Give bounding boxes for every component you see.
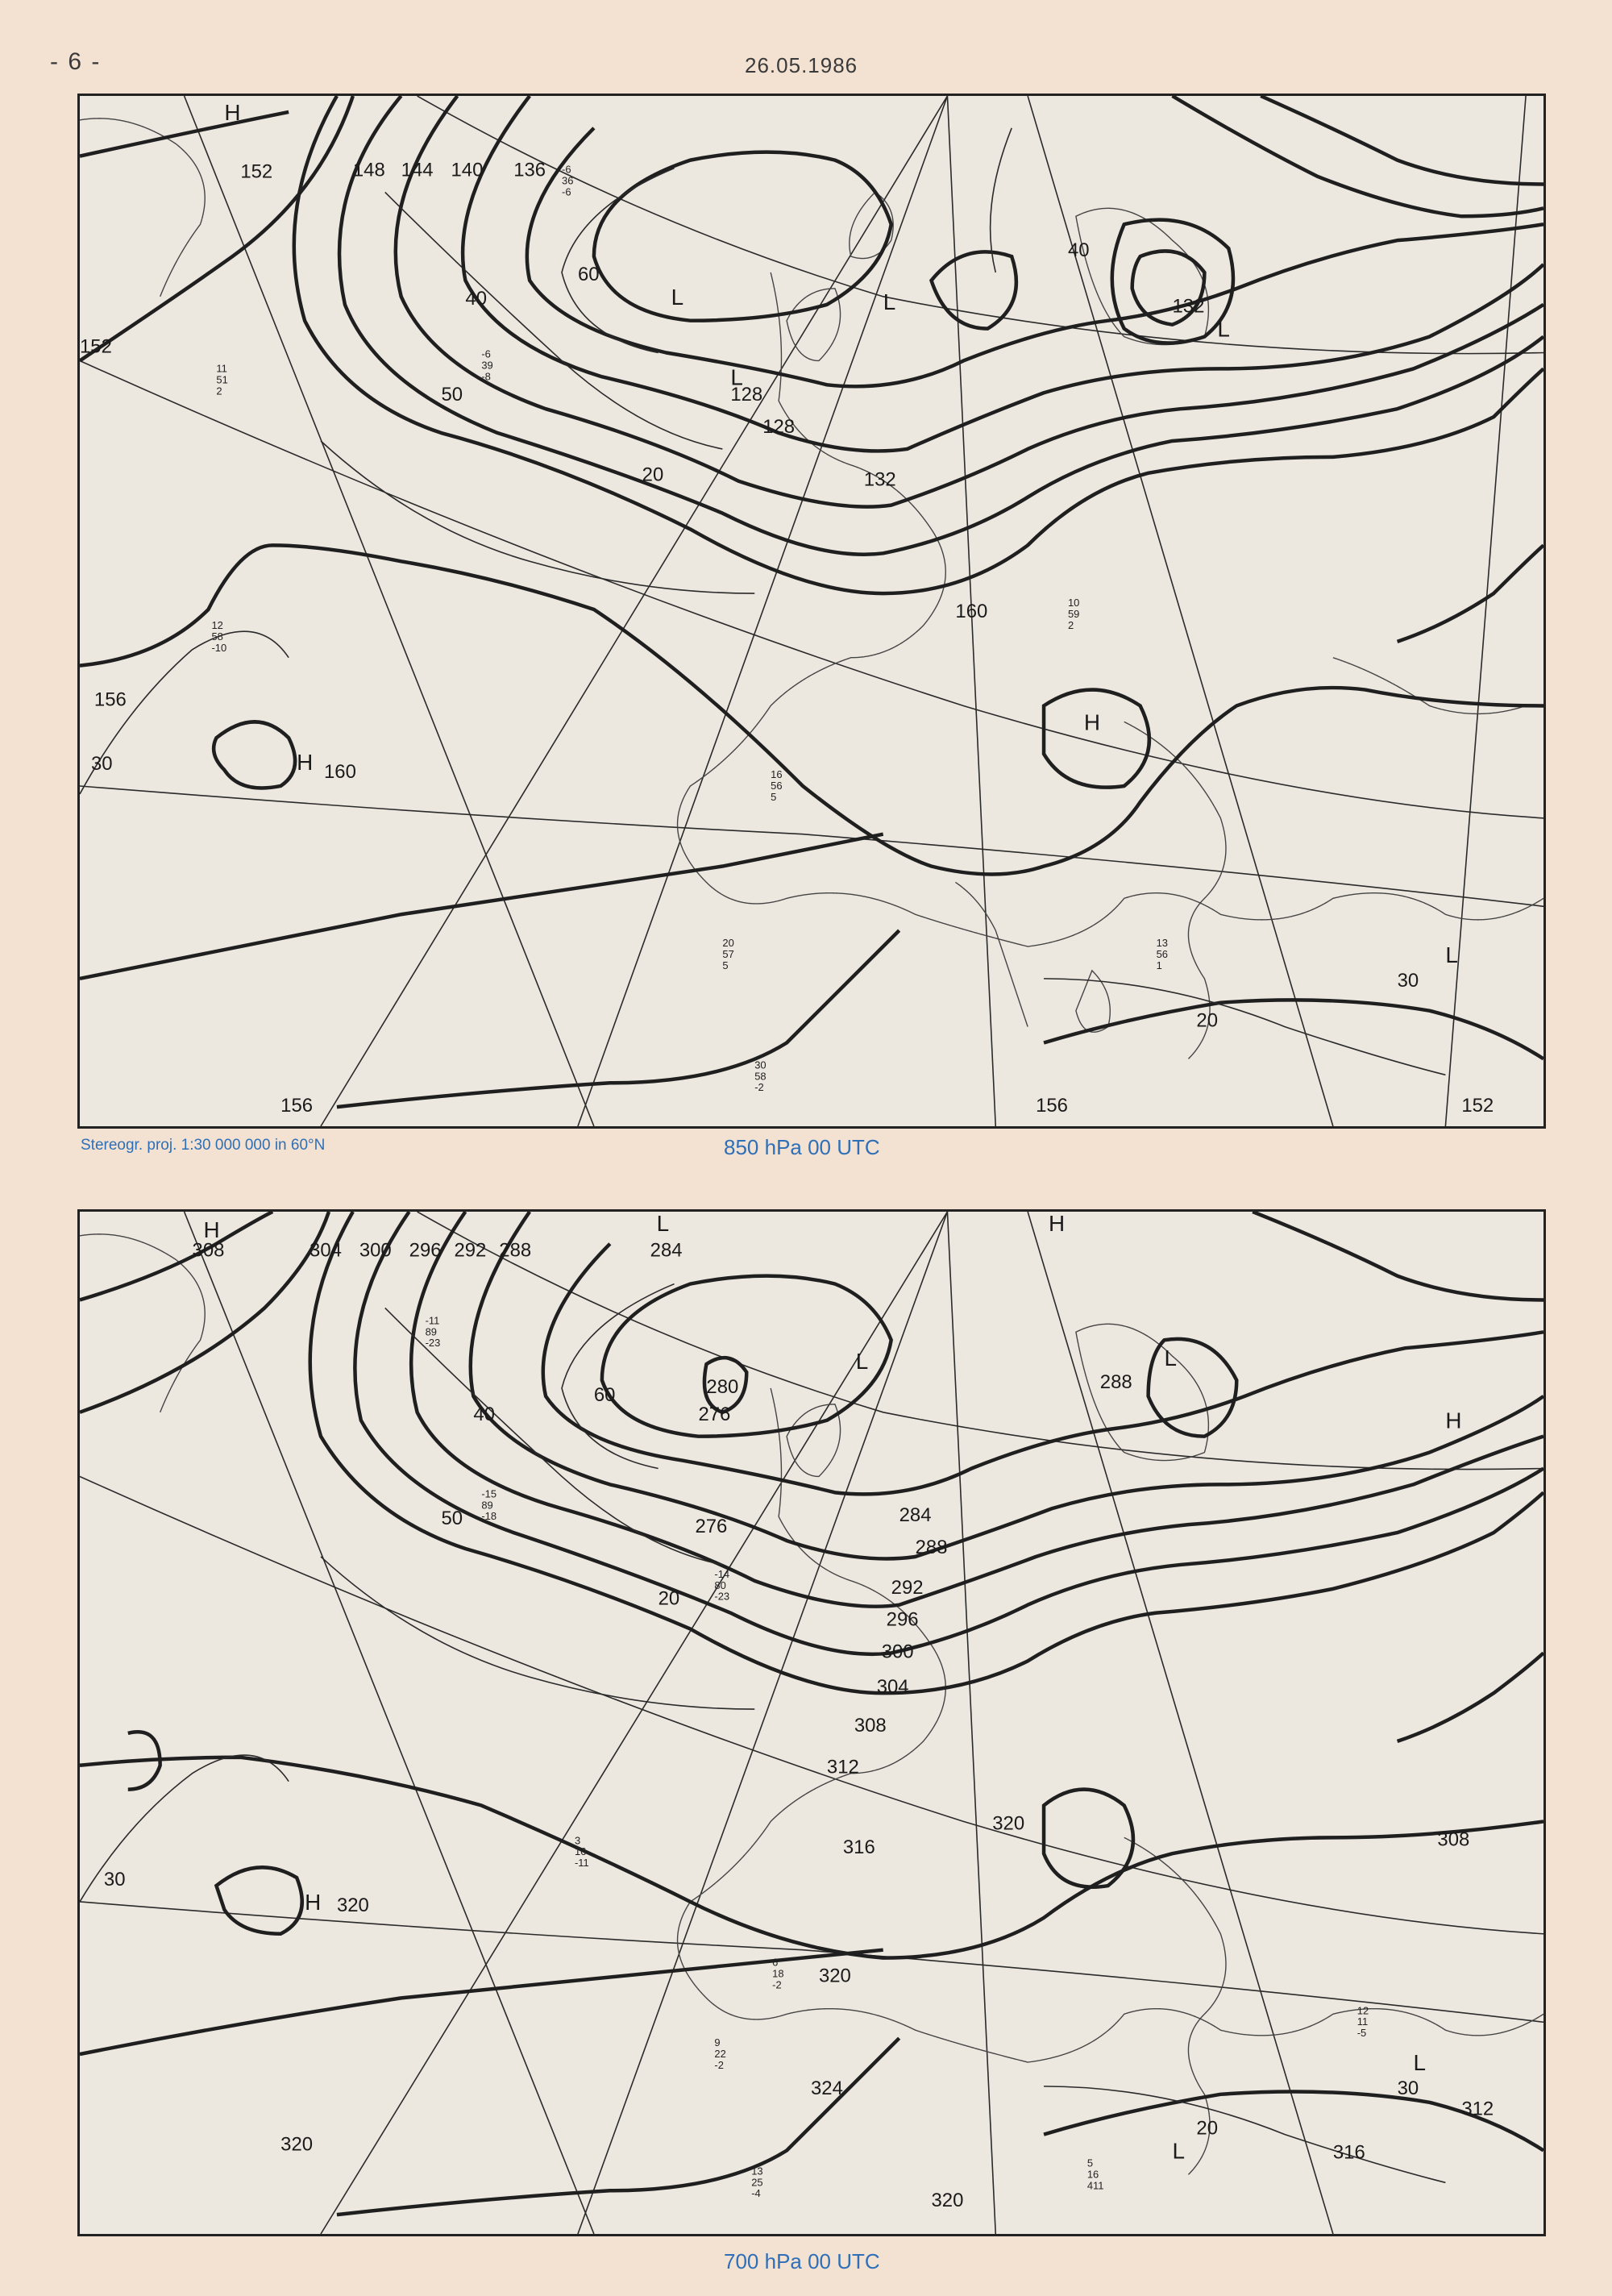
contour-label: 312 (826, 1756, 859, 1778)
contour-label: 156 (1036, 1095, 1068, 1117)
contour-label: 296 (886, 1608, 919, 1631)
contour-label: 160 (955, 600, 988, 622)
station-dew: 22 (714, 2048, 726, 2061)
contour-label: 152 (240, 160, 273, 183)
pressure-center: L (1217, 316, 1230, 342)
page-date: 26.05.1986 (745, 53, 858, 77)
station-dew: 56 (771, 779, 783, 792)
station-temp: 13 (1156, 937, 1168, 950)
pressure-center: L (671, 284, 684, 310)
station-temp: 5 (1086, 2157, 1094, 2169)
pressure-center: H (305, 1889, 322, 1915)
contour-label: 284 (650, 1239, 683, 1262)
map-caption-700: 700 hPa 00 UTC (724, 2249, 880, 2273)
projection-note: Stereogr. proj. 1:30 000 000 in 60°N (81, 1137, 326, 1154)
station-x: -4 (751, 2187, 761, 2200)
contour-label: 300 (881, 1641, 914, 1663)
pressure-center: L (1413, 2049, 1427, 2075)
contour-label: 304 (876, 1676, 909, 1699)
station-x: 5 (722, 959, 729, 971)
contour-label: 304 (310, 1239, 342, 1262)
station-dew: 39 (481, 359, 493, 372)
station-dew: 59 (1067, 607, 1080, 620)
station-temp: 12 (1356, 2004, 1369, 2017)
contour-label: 316 (842, 1836, 875, 1859)
pressure-center: L (1445, 942, 1458, 967)
contour-label: 300 (359, 1239, 392, 1262)
center-value: 160 (323, 761, 356, 784)
pressure-center: H (224, 99, 241, 125)
station-temp: 6 (772, 1956, 779, 1969)
station-temp: 30 (754, 1059, 767, 1071)
pressure-center: L (1172, 2138, 1186, 2164)
station-x: 1 (1156, 959, 1162, 971)
contour-label: 288 (499, 1239, 532, 1262)
station-x: 2 (216, 385, 222, 397)
graticule (80, 96, 1543, 1126)
station-dew: 58 (211, 630, 223, 643)
map1-labels (80, 100, 1494, 1117)
pressure-center: H (297, 750, 314, 776)
contour-label: 136 (513, 159, 546, 181)
contour-label: 292 (454, 1239, 487, 1262)
station-x: -2 (772, 1978, 782, 1991)
isotherm-label: 50 (441, 384, 463, 406)
station-x: -5 (1356, 2027, 1367, 2040)
isotherm-label: 40 (465, 287, 488, 310)
contour-label: 320 (280, 2133, 314, 2156)
contour-label: 324 (811, 2077, 843, 2099)
station-x: -23 (425, 1337, 441, 1350)
center-value: 320 (336, 1894, 369, 1916)
pressure-center: L (855, 1349, 869, 1375)
contour-label: 320 (818, 1965, 851, 1987)
station-temp: 9 (714, 2036, 721, 2049)
contour-label: 308 (192, 1239, 225, 1262)
station-temp: -15 (481, 1487, 497, 1500)
station-dew: 16 (574, 1845, 587, 1858)
isotherm-label: 30 (1397, 2077, 1419, 2099)
contour-label: 320 (931, 2190, 964, 2212)
station-temp: -14 (714, 1567, 730, 1580)
station-x: 2 (1067, 618, 1074, 631)
station-dew: 36 (562, 174, 574, 187)
isotherm-label: 20 (642, 464, 664, 486)
station-dew: 18 (772, 1967, 784, 1980)
contour-label: 140 (451, 159, 484, 181)
station-x: -2 (754, 1081, 764, 1094)
isotherm-label: 60 (577, 263, 600, 285)
contour-label: 296 (409, 1239, 442, 1262)
map-850hpa-chart (80, 96, 1543, 1126)
station-temp: -6 (562, 163, 571, 176)
station-x: -10 (211, 641, 227, 654)
map2-labels (104, 1212, 1494, 2211)
contour-label: 312 (1461, 2098, 1494, 2120)
pressure-center: H (1445, 1408, 1462, 1433)
station-temp: 12 (211, 618, 223, 631)
center-value: 128 (762, 416, 796, 439)
station-dew: 16 (1086, 2168, 1099, 2181)
station-x: 5 (771, 790, 777, 803)
station-plots (426, 1314, 1369, 2199)
contour-label: 284 (899, 1504, 932, 1527)
isotherm-label: 40 (473, 1403, 495, 1425)
pressure-center: H (203, 1217, 220, 1242)
station-dew: 58 (754, 1070, 767, 1083)
pressure-center: H (1083, 709, 1101, 735)
station-x: -6 (562, 185, 571, 198)
pressure-center: L (730, 364, 743, 390)
coastlines (80, 1234, 1543, 2174)
station-x: -23 (714, 1590, 730, 1603)
contour-label: 152 (80, 335, 112, 358)
isotherm-label: 40 (1067, 239, 1090, 262)
map-700hpa (77, 1209, 1546, 2236)
map-850hpa (77, 94, 1546, 1129)
contour-label: 276 (695, 1516, 728, 1538)
pressure-center: H (1049, 1212, 1066, 1236)
contour-label: 144 (401, 159, 434, 181)
contour-label: 128 (730, 384, 763, 406)
station-temp: 20 (722, 937, 734, 950)
isotherm-label: 20 (1196, 1009, 1219, 1032)
center-value: 320 (992, 1812, 1025, 1835)
page-number: - 6 - (50, 48, 102, 75)
map-caption-850: 850 hPa 00 UTC (724, 1135, 880, 1159)
pressure-center: L (656, 1212, 670, 1236)
station-dew: 11 (1356, 2015, 1369, 2028)
station-temp: -11 (425, 1314, 440, 1327)
contour-label: 316 (1332, 2141, 1365, 2164)
station-temp: -6 (481, 347, 491, 360)
center-value: 288 (1099, 1371, 1132, 1393)
center-value: 132 (1172, 295, 1205, 318)
station-temp: 10 (1067, 597, 1080, 609)
contour-label: 292 (891, 1576, 924, 1599)
isotherm-label: 50 (441, 1508, 463, 1530)
contour-label: 308 (1437, 1828, 1470, 1851)
isotherm-label: 30 (1397, 969, 1419, 992)
isotherm-label: 30 (90, 753, 113, 776)
station-x: -11 (574, 1857, 589, 1870)
isotherm-label: 20 (658, 1587, 680, 1610)
map-700hpa-chart (80, 1212, 1543, 2234)
isohypses (80, 1212, 1543, 2215)
station-x: 411 (1086, 2179, 1104, 2192)
isotherm-label: 60 (593, 1383, 616, 1406)
isotherm-label: 30 (103, 1869, 126, 1891)
contour-label: 156 (280, 1095, 314, 1117)
contour-label: 288 (915, 1537, 948, 1558)
isotherm-label: 20 (1196, 2117, 1219, 2140)
station-x: -2 (714, 2058, 724, 2071)
pressure-center: L (1164, 1346, 1178, 1371)
isotherms (80, 128, 1445, 1075)
isohypses (80, 96, 1543, 1107)
station-x: -18 (481, 1510, 497, 1523)
station-plots (211, 164, 1168, 1094)
station-dew: 57 (722, 947, 734, 960)
pressure-center: L (883, 289, 896, 314)
station-temp: 11 (216, 362, 227, 375)
station-dew: 80 (714, 1578, 726, 1591)
station-temp: 3 (574, 1834, 581, 1847)
isotherms (80, 1284, 1445, 2183)
station-dew: 25 (751, 2176, 763, 2189)
station-temp: 16 (771, 768, 783, 781)
station-temp: 13 (751, 2165, 763, 2177)
contour-label: 132 (863, 468, 896, 491)
center-value: 276 (698, 1403, 731, 1425)
station-x: -8 (481, 370, 491, 383)
contour-label: 280 (706, 1375, 739, 1398)
station-dew: 89 (425, 1325, 437, 1338)
contour-label: 156 (93, 688, 127, 711)
station-dew: 56 (1156, 947, 1168, 960)
contour-label: 308 (854, 1714, 887, 1737)
station-dew: 51 (216, 373, 228, 386)
contour-label: 152 (1461, 1095, 1494, 1117)
contour-label: 148 (352, 159, 385, 181)
station-dew: 89 (481, 1499, 493, 1512)
